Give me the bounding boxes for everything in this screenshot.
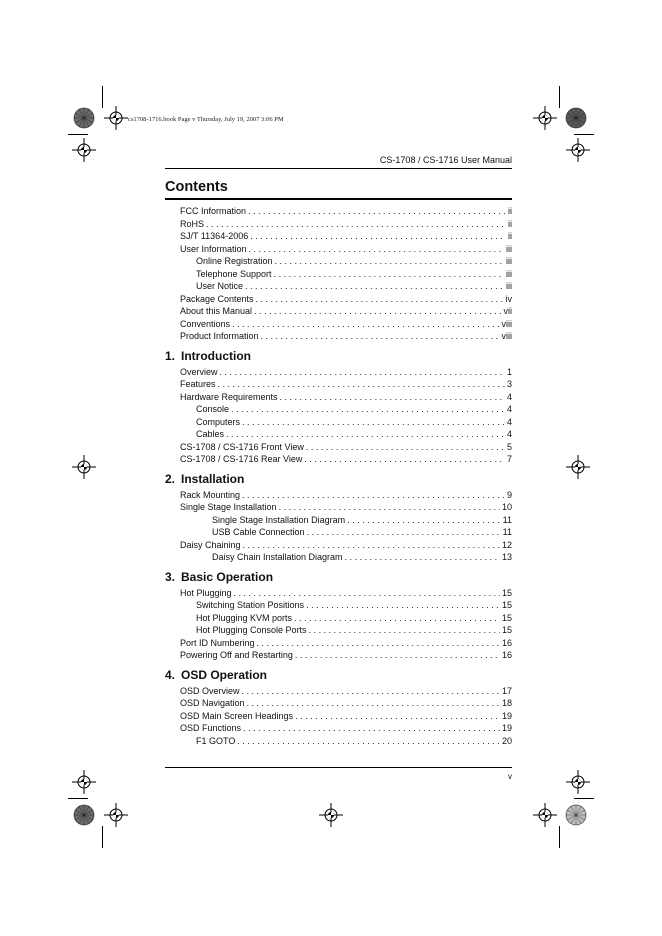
toc-entry-label: Hot Plugging [180,587,232,598]
toc-entry-page: 9 [506,489,512,500]
toc-entry-label: Telephone Support [196,268,272,279]
toc-entry-page: 16 [501,650,512,660]
toc-entry-label: F1 GOTO [196,735,236,746]
toc-entry[interactable] [165,539,512,552]
toc-entry[interactable] [165,722,512,735]
page-number: v [508,772,512,781]
toc-entry[interactable] [165,218,512,231]
toc-entry-page: vii [503,306,512,316]
chapter-heading[interactable] [165,473,512,486]
toc-entry[interactable] [165,735,512,748]
crop-line [102,826,103,848]
toc-entry-label: Product Information [180,331,259,341]
toc-entry[interactable] [165,441,512,454]
toc-entry-label: RoHS [180,218,205,229]
toc-entry[interactable] [165,428,512,441]
toc-entry[interactable] [165,366,512,379]
registration-mark-icon [533,803,557,827]
toc-entry[interactable] [165,330,512,343]
dot-leader [234,587,500,600]
color-wheel-icon [565,107,587,129]
toc-entry[interactable] [165,514,512,527]
dot-leader [237,735,500,748]
registration-mark-icon [72,138,96,162]
registration-mark-icon [72,455,96,479]
dot-leader [243,722,500,735]
toc-entry[interactable] [165,378,512,391]
dot-leader [247,697,500,710]
toc-entry[interactable] [165,318,512,331]
toc-entry-label: FCC Information [180,206,247,216]
toc-entry-label: Features [180,379,216,389]
toc-entry-page: ii [508,206,512,216]
toc-entry-label: Rack Mounting [180,489,241,500]
toc-entry[interactable] [165,697,512,710]
dot-leader [257,637,500,650]
toc-entry-label: User Information [180,243,247,254]
dot-leader [231,403,505,416]
registration-mark-icon [566,138,590,162]
dot-leader [295,649,500,662]
toc-entry-label: Console [196,404,230,414]
dot-leader [249,243,504,256]
toc-entry-label: Computers [196,416,241,427]
toc-entry-page: 16 [501,637,512,648]
toc-entry-label: SJ/T 11364-2006 [180,231,249,241]
toc-entry[interactable] [165,526,512,539]
dot-leader [242,489,505,502]
toc-entry[interactable] [165,551,512,564]
chapter-title: Installation [181,471,245,486]
dot-leader [307,526,501,539]
toc-entry-page: 4 [506,429,512,439]
dot-leader [294,612,500,625]
toc-entry[interactable] [165,255,512,268]
toc-entry[interactable] [165,391,512,404]
toc-entry-label: Package Contents [180,293,254,304]
dot-leader [280,391,505,404]
chapter-number: 4. [165,667,176,682]
chapter-number: 1. [165,348,176,363]
toc-entry-page: 3 [506,379,512,389]
toc-entry-page: 13 [501,552,512,562]
footer-rule [165,767,512,768]
dot-leader [218,378,505,391]
toc-entry[interactable] [165,305,512,318]
chapter-title: OSD Operation [181,667,268,682]
chapter-heading[interactable] [165,669,512,682]
registration-mark-icon [72,770,96,794]
table-of-contents [165,205,512,747]
toc-entry-page: viii [501,331,512,341]
toc-entry-label: Hot Plugging Console Ports [196,625,307,635]
chapter-number: 3. [165,569,176,584]
toc-entry-page: 7 [506,454,512,464]
toc-entry-page: iii [506,268,512,279]
toc-entry-label: CS-1708 / CS-1716 Rear View [180,454,303,464]
chapter-number: 2. [165,471,176,486]
toc-entry-page: 19 [501,723,512,733]
toc-entry-label: Switching Station Positions [196,600,305,610]
toc-entry[interactable] [165,489,512,502]
dot-leader [306,441,505,454]
toc-entry-label: Powering Off and Restarting [180,650,293,660]
toc-entry-label: Daisy Chain Installation Diagram [212,552,343,562]
toc-entry-page: viii [501,318,512,329]
registration-mark-icon [104,803,128,827]
toc-entry-label: OSD Functions [180,723,242,733]
toc-entry-label: Single Stage Installation [180,502,277,512]
dot-leader [309,624,500,637]
toc-entry[interactable] [165,293,512,306]
toc-entry[interactable] [165,501,512,514]
toc-entry-page: ii [508,231,512,241]
toc-entry-label: Overview [180,366,218,377]
toc-entry-page: 4 [506,391,512,402]
toc-entry[interactable] [165,243,512,256]
toc-entry[interactable] [165,453,512,466]
dot-leader [242,685,500,698]
crop-line [102,86,103,108]
registration-mark-icon [566,770,590,794]
crop-line [68,798,88,799]
toc-entry-page: 12 [501,539,512,550]
dot-leader [232,318,499,331]
dot-leader [345,551,500,564]
toc-entry-label: Hot Plugging KVM ports [196,612,293,623]
toc-entry-page: 4 [506,404,512,414]
toc-entry-label: USB Cable Connection [212,527,305,537]
toc-entry-page: 5 [506,441,512,452]
toc-entry-page: 10 [501,502,512,512]
dot-leader [347,514,501,527]
color-wheel-icon [73,107,95,129]
title-rule [165,198,512,200]
chapter-title: Basic Operation [181,569,274,584]
toc-entry-page: iii [506,256,512,266]
color-wheel-icon [73,804,95,826]
toc-entry-page: ii [508,218,512,229]
toc-entry-label: Daisy Chaining [180,539,241,550]
registration-mark-icon [319,803,343,827]
toc-entry-page: 11 [502,527,512,537]
toc-entry-page: 15 [501,612,512,623]
printer-slug: cs1708-1716.book Page v Thursday, July 19, 2007 3:06 PM [128,116,284,123]
toc-entry-page: 4 [506,416,512,427]
toc-entry[interactable] [165,403,512,416]
toc-entry-label: CS-1708 / CS-1716 Front View [180,441,304,452]
toc-entry-page: 20 [501,735,512,746]
registration-mark-icon [533,106,557,130]
toc-entry[interactable] [165,637,512,650]
dot-leader [295,710,500,723]
toc-entry[interactable] [165,587,512,600]
toc-entry[interactable] [165,205,512,218]
chapter-title: Introduction [181,348,251,363]
toc-entry-page: 15 [501,600,512,610]
color-wheel-icon [565,804,587,826]
dot-leader [256,293,504,306]
toc-entry-page: 15 [501,587,512,598]
dot-leader [275,255,504,268]
toc-entry-label: Single Stage Installation Diagram [212,514,346,525]
toc-entry-label: Hardware Requirements [180,391,278,402]
toc-entry-page: iii [506,243,512,254]
header-rule [165,168,512,169]
running-header: CS-1708 / CS-1716 User Manual [379,155,512,165]
dot-leader [306,599,500,612]
toc-entry-page: 15 [501,625,512,635]
toc-entry-label: User Notice [196,281,244,291]
toc-entry[interactable] [165,230,512,243]
dot-leader [226,428,505,441]
chapter-heading[interactable] [165,571,512,584]
toc-entry[interactable] [165,612,512,625]
toc-entry-label: Conventions [180,318,231,329]
toc-entry-page: 1 [506,366,512,377]
crop-line [68,134,88,135]
crop-line [574,798,594,799]
crop-line [574,134,594,135]
dot-leader [245,280,504,293]
toc-entry[interactable] [165,649,512,662]
registration-mark-icon [104,106,128,130]
toc-entry-label: OSD Overview [180,685,240,696]
toc-entry[interactable] [165,280,512,293]
crop-line [559,86,560,108]
toc-entry-page: iv [505,293,512,304]
toc-entry-page: iii [506,281,512,291]
dot-leader [274,268,504,281]
registration-mark-icon [566,455,590,479]
toc-entry[interactable] [165,416,512,429]
toc-entry-label: Cables [196,429,225,439]
toc-entry-page: 19 [501,710,512,721]
toc-entry[interactable] [165,268,512,281]
toc-entry[interactable] [165,710,512,723]
dot-leader [304,453,505,466]
toc-entry-label: OSD Main Screen Headings [180,710,294,721]
dot-leader [206,218,506,231]
toc-entry[interactable] [165,599,512,612]
toc-entry-page: 17 [501,685,512,696]
dot-leader [243,539,500,552]
dot-leader [248,205,506,218]
dot-leader [250,230,506,243]
toc-entry-label: Online Registration [196,256,273,266]
page-title: Contents [165,179,228,195]
chapter-heading[interactable] [165,350,512,363]
toc-entry-label: OSD Navigation [180,698,245,708]
dot-leader [279,501,500,514]
toc-entry[interactable] [165,624,512,637]
crop-line [559,826,560,848]
dot-leader [261,330,500,343]
toc-entry-label: About this Manual [180,306,253,316]
dot-leader [254,305,501,318]
dot-leader [242,416,505,429]
toc-entry-label: Port ID Numbering [180,637,255,648]
dot-leader [220,366,505,379]
toc-entry[interactable] [165,685,512,698]
toc-entry-page: 11 [502,514,512,525]
toc-entry-page: 18 [501,698,512,708]
